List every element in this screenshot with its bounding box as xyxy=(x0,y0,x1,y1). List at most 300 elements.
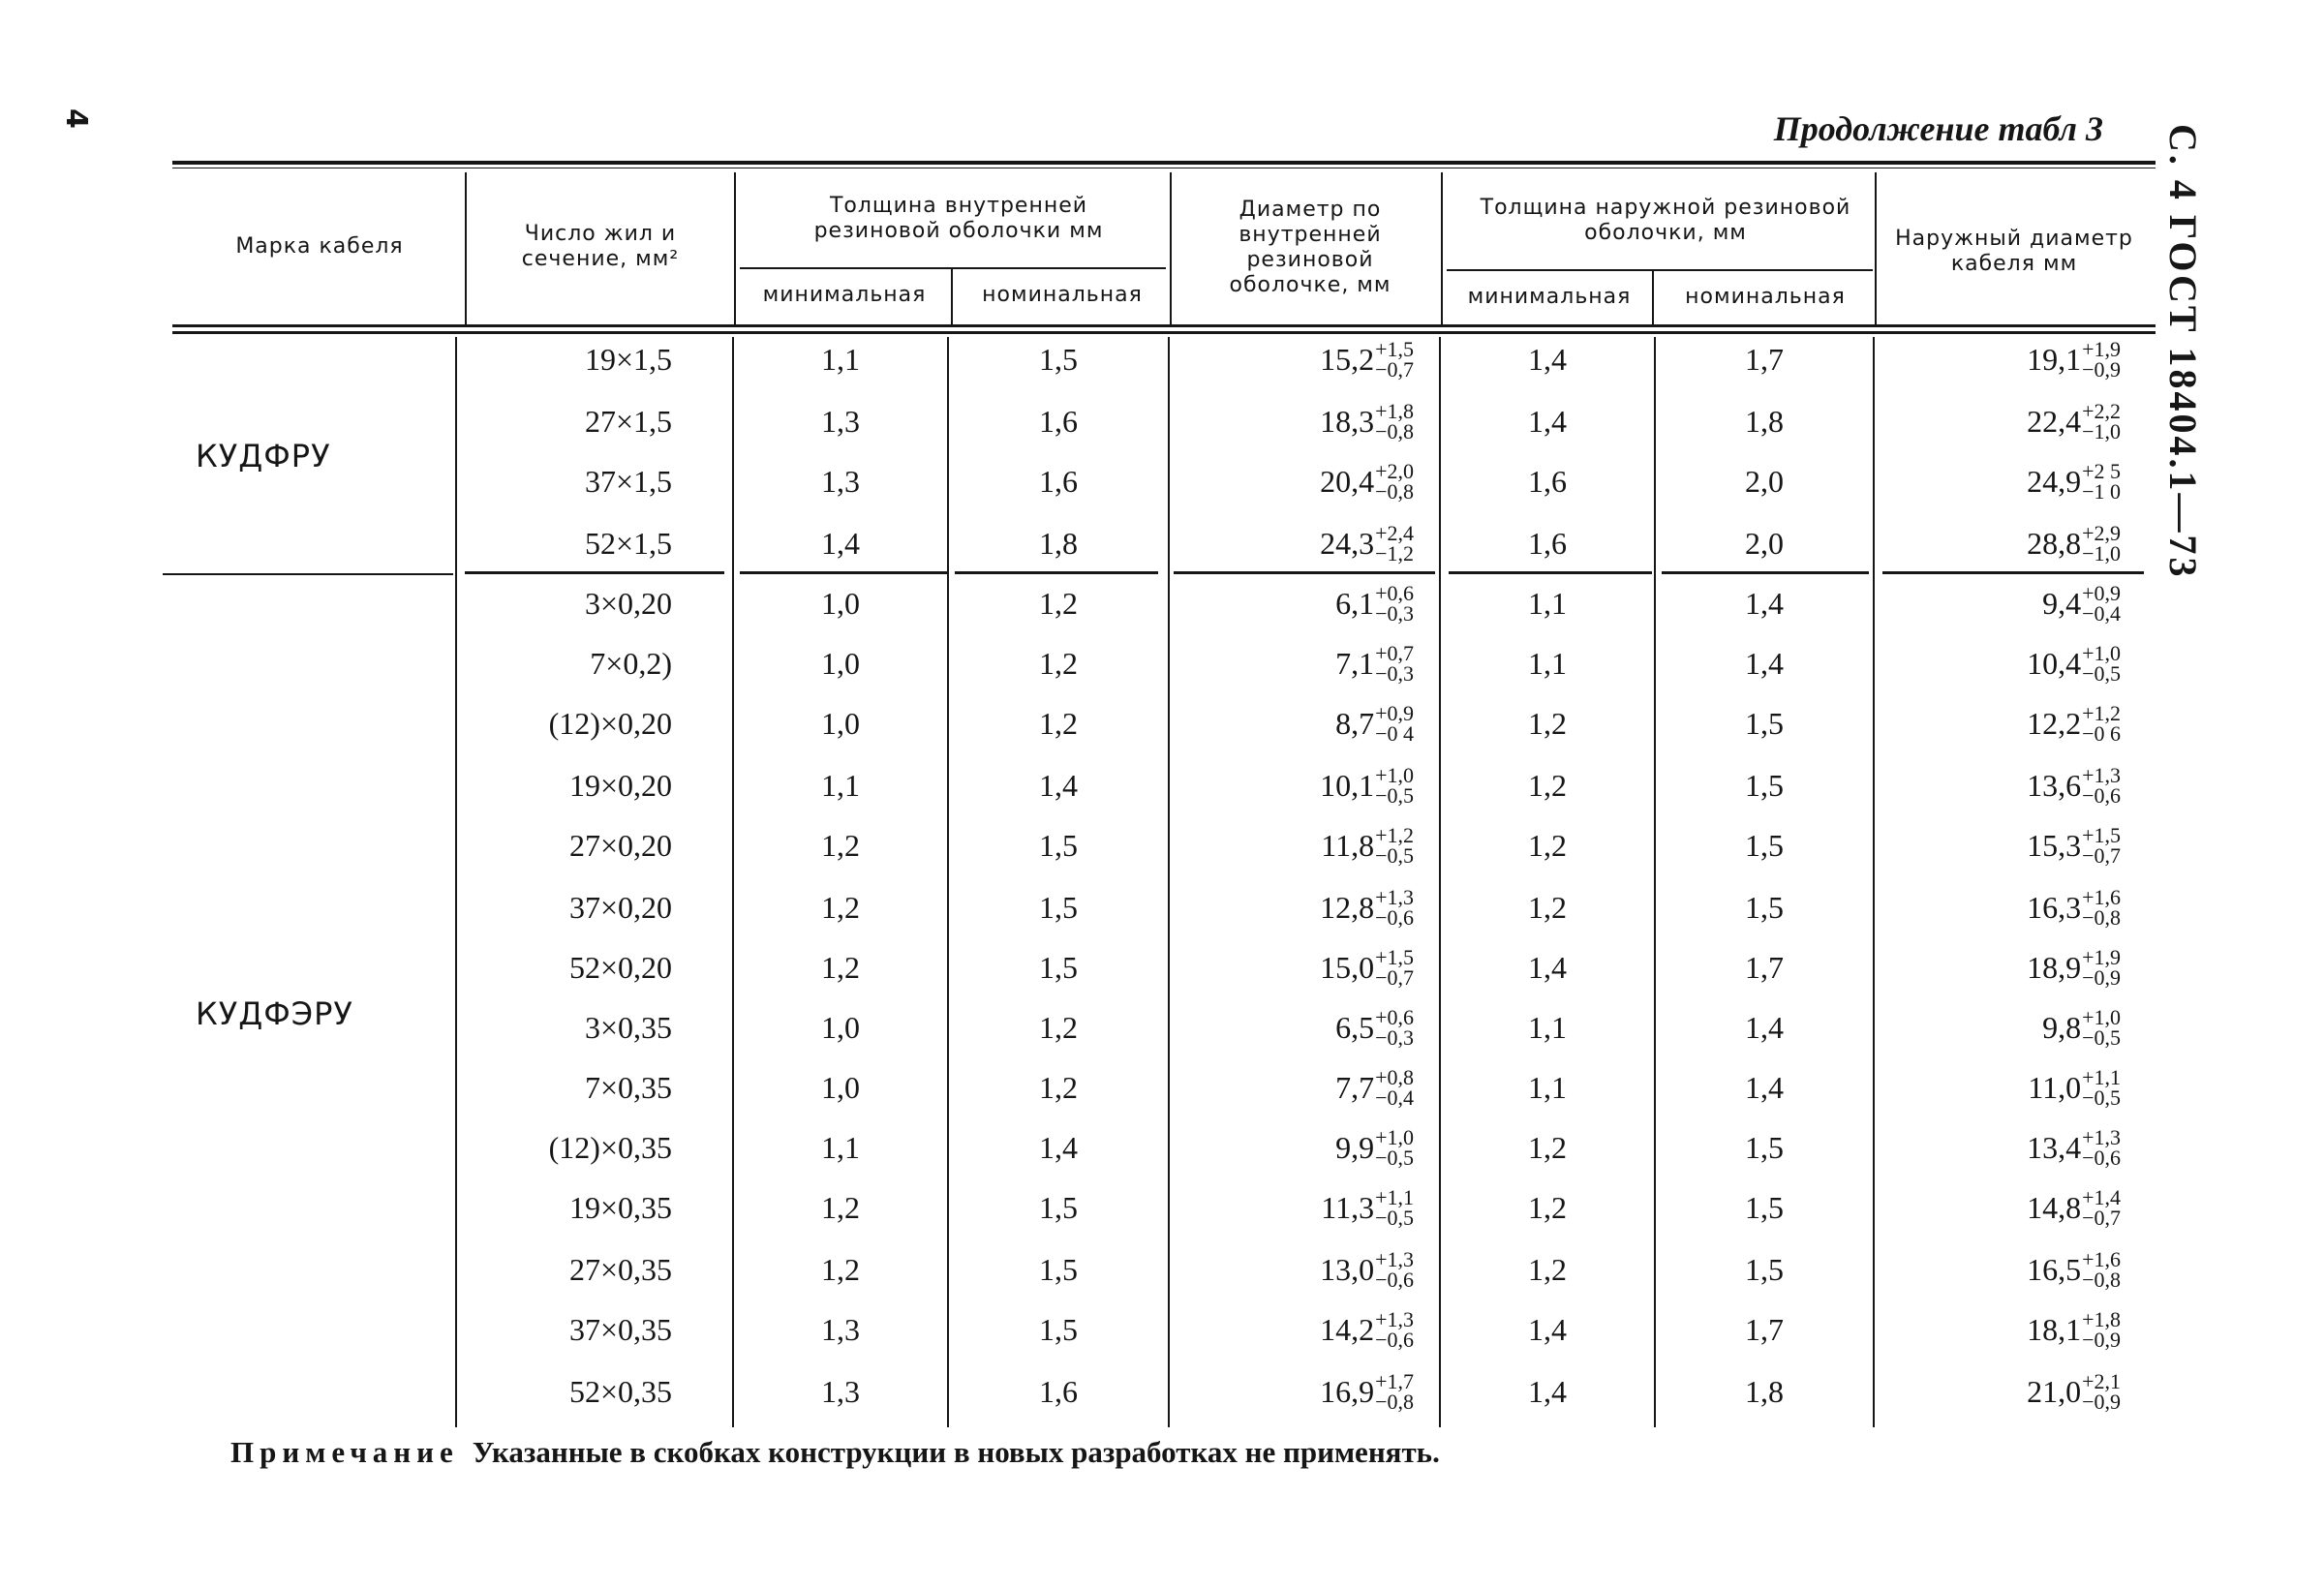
cell-value: 1,2 xyxy=(1528,889,1567,925)
tolerance xyxy=(2082,1067,2121,1108)
cell-omin xyxy=(1443,329,1652,389)
cell-value: 10,4 xyxy=(2027,645,2082,681)
cell-value: (12)×0,35 xyxy=(548,1129,672,1165)
cell-value: 3×0,20 xyxy=(584,585,672,621)
cell-value: 12,8 xyxy=(1320,889,1375,925)
cell-inom xyxy=(951,755,1166,815)
cell-od xyxy=(1877,451,2121,511)
cell-value: 1,2 xyxy=(821,949,860,985)
cell-value: 2,0 xyxy=(1745,525,1784,561)
cell-inom xyxy=(951,391,1166,451)
cell-dia xyxy=(1172,937,1414,997)
tolerance-minus: −0,9 xyxy=(2082,1390,2121,1414)
cell-value: 1,1 xyxy=(821,767,860,803)
header-inner-thickness: Толщина внутренней резиновой оболочки мм xyxy=(813,194,1104,243)
cell-dia xyxy=(1172,877,1414,937)
cell-imin xyxy=(736,451,945,511)
cell-value: (12)×0,20 xyxy=(548,705,672,741)
tolerance-minus: −1 0 xyxy=(2082,479,2121,504)
cell-value: 12,2 xyxy=(2027,705,2082,741)
tolerance-plus: +1,2 xyxy=(2082,701,2121,725)
tolerance xyxy=(1375,643,1414,684)
cell-value: 1,4 xyxy=(1528,949,1567,985)
cell-inom xyxy=(951,573,1166,633)
cell-inom xyxy=(951,513,1166,573)
tolerance xyxy=(1375,765,1414,806)
cell-value: 28,8 xyxy=(2027,525,2082,561)
cell-od xyxy=(1877,997,2121,1057)
cell-onom xyxy=(1658,513,1871,573)
cell-value: 18,3 xyxy=(1320,403,1375,439)
tolerance-plus: +1,5 xyxy=(1375,945,1414,969)
tolerance xyxy=(2082,1127,2121,1168)
cell-value: 1,5 xyxy=(1745,1129,1784,1165)
tolerance-plus: +1,9 xyxy=(2082,945,2121,969)
tolerance xyxy=(1375,461,1414,502)
cell-cores xyxy=(465,693,672,753)
tolerance-minus: −0,7 xyxy=(2082,1206,2121,1230)
cell-od xyxy=(1877,1239,2121,1299)
col-line xyxy=(1873,337,1875,1427)
cell-imin xyxy=(736,329,945,389)
cell-imin xyxy=(736,1177,945,1238)
cell-imin xyxy=(736,513,945,573)
cell-cores xyxy=(465,997,672,1057)
tolerance xyxy=(1375,1249,1414,1290)
tolerance-minus: −0 6 xyxy=(2082,721,2121,746)
tolerance-minus: −0,5 xyxy=(2082,1025,2121,1050)
cell-onom xyxy=(1658,755,1871,815)
tolerance-minus: −0,6 xyxy=(1375,1328,1414,1352)
tolerance xyxy=(1375,1067,1414,1108)
tolerance-plus: +1,9 xyxy=(2082,337,2121,361)
tolerance-plus: +1,6 xyxy=(2082,885,2121,909)
cell-value: 1,7 xyxy=(1745,949,1784,985)
tolerance xyxy=(2082,523,2121,564)
tolerance xyxy=(2082,401,2121,442)
cell-omin xyxy=(1443,877,1652,937)
cell-value: 1,3 xyxy=(821,1311,860,1347)
cell-value: 1,6 xyxy=(1039,463,1078,499)
header-inner-nom: номинальная xyxy=(982,283,1143,307)
header-inner-diameter: Диаметр по внутренней резиновой оболочке, мм xyxy=(1229,198,1391,297)
cell-onom xyxy=(1658,1299,1871,1360)
header-outer-min: минимальная xyxy=(1467,285,1632,309)
tolerance-minus: −0,6 xyxy=(2082,783,2121,808)
cell-cores xyxy=(465,633,672,693)
cell-cores xyxy=(465,451,672,511)
cell-value: 11,0 xyxy=(2028,1069,2082,1105)
cell-value: 1,8 xyxy=(1745,1373,1784,1409)
cell-value: 1,4 xyxy=(1745,1009,1784,1045)
cell-value: 1,2 xyxy=(1528,767,1567,803)
cell-imin xyxy=(736,1057,945,1117)
table-top-rule xyxy=(172,161,2156,165)
col-line xyxy=(734,172,736,325)
cell-omin xyxy=(1443,1299,1652,1360)
cell-od xyxy=(1877,1299,2121,1360)
col-line xyxy=(1875,172,1877,325)
cell-value: 1,2 xyxy=(821,889,860,925)
cell-inom xyxy=(951,693,1166,753)
cell-value: 15,0 xyxy=(1320,949,1375,985)
cell-value: 37×1,5 xyxy=(584,463,672,499)
cell-value: 20,4 xyxy=(1320,463,1375,499)
cell-value: 1,7 xyxy=(1745,341,1784,377)
tolerance-minus: −0,5 xyxy=(1375,1146,1414,1170)
cell-omin xyxy=(1443,997,1652,1057)
tolerance-minus: −0,7 xyxy=(2082,843,2121,868)
note-text: Указанные в скобках конструкции в новых разработках не применять. xyxy=(472,1435,1440,1469)
tolerance xyxy=(2082,643,2121,684)
cell-value: 1,4 xyxy=(1528,1311,1567,1347)
tolerance-plus: +0,7 xyxy=(1375,641,1414,665)
tolerance-minus: −0,7 xyxy=(1375,357,1414,382)
tolerance xyxy=(2082,339,2121,380)
cell-onom xyxy=(1658,451,1871,511)
cell-od xyxy=(1877,1057,2121,1117)
cell-cores xyxy=(465,815,672,875)
tolerance-plus: +1,3 xyxy=(2082,1125,2121,1149)
tolerance-plus: +2 5 xyxy=(2082,459,2121,483)
cell-value: 1,2 xyxy=(1039,1009,1078,1045)
tolerance-plus: +1,0 xyxy=(1375,1125,1414,1149)
cell-value: 19×0,20 xyxy=(568,767,672,803)
tolerance-plus: +1,3 xyxy=(1375,885,1414,909)
cell-imin xyxy=(736,573,945,633)
cell-dia xyxy=(1172,1361,1414,1421)
tolerance xyxy=(1375,887,1414,928)
tolerance-minus: −0,5 xyxy=(2082,1085,2121,1110)
cell-value: 18,9 xyxy=(2027,949,2082,985)
col-line xyxy=(732,337,734,1427)
cell-value: 52×0,35 xyxy=(568,1373,672,1409)
tolerance xyxy=(1375,703,1414,744)
tolerance-minus: −0,8 xyxy=(1375,1390,1414,1414)
cell-value: 9,8 xyxy=(2042,1009,2082,1045)
cell-onom xyxy=(1658,1239,1871,1299)
cell-value: 37×0,35 xyxy=(568,1311,672,1347)
tolerance-minus: −0,8 xyxy=(2082,905,2121,930)
cell-onom xyxy=(1658,997,1871,1057)
cell-value: 7,7 xyxy=(1335,1069,1375,1105)
tolerance-plus: +1,5 xyxy=(1375,337,1414,361)
cell-value: 1,2 xyxy=(1039,645,1078,681)
cell-value: 1,6 xyxy=(1039,1373,1078,1409)
cell-inom xyxy=(951,451,1166,511)
cell-value: 2,0 xyxy=(1745,463,1784,499)
header-bottom-rule xyxy=(172,324,2156,327)
cell-value: 1,2 xyxy=(1528,1251,1567,1287)
note-label: Примечание xyxy=(230,1435,459,1469)
cell-omin xyxy=(1443,633,1652,693)
table-caption: Продолжение табл 3 xyxy=(1773,109,2103,148)
cell-od xyxy=(1877,1177,2121,1238)
cell-cores xyxy=(465,1239,672,1299)
cell-value: 1,4 xyxy=(1039,1129,1078,1165)
cell-imin xyxy=(736,815,945,875)
tolerance-minus: −0,8 xyxy=(1375,479,1414,504)
cell-onom xyxy=(1658,877,1871,937)
tolerance-minus: −0,3 xyxy=(1375,1025,1414,1050)
cell-dia xyxy=(1172,1239,1414,1299)
cell-value: 1,2 xyxy=(1039,585,1078,621)
tolerance-plus: +1,3 xyxy=(1375,1307,1414,1331)
tolerance-plus: +1,7 xyxy=(1375,1369,1414,1393)
cell-omin xyxy=(1443,451,1652,511)
cell-value: 19,1 xyxy=(2027,341,2082,377)
cell-cores xyxy=(465,1177,672,1238)
tolerance xyxy=(2082,887,2121,928)
cell-value: 1,5 xyxy=(1745,889,1784,925)
cell-omin xyxy=(1443,755,1652,815)
cell-inom xyxy=(951,633,1166,693)
cell-value: 1,1 xyxy=(1528,1009,1567,1045)
header-outer-nom: номинальная xyxy=(1685,285,1846,309)
cell-cores xyxy=(465,1117,672,1177)
cell-od xyxy=(1877,329,2121,389)
cell-value: 1,2 xyxy=(821,827,860,863)
cell-od xyxy=(1877,877,2121,937)
cell-cores xyxy=(465,513,672,573)
tolerance xyxy=(1375,583,1414,624)
cell-onom xyxy=(1658,815,1871,875)
cell-value: 1,5 xyxy=(1039,1189,1078,1225)
cell-value: 22,4 xyxy=(2027,403,2082,439)
tolerance-minus: −0,6 xyxy=(1375,905,1414,930)
cell-value: 1,7 xyxy=(1745,1311,1784,1347)
cell-inom xyxy=(951,877,1166,937)
subheader-line xyxy=(740,267,1166,269)
cell-imin xyxy=(736,997,945,1057)
tolerance xyxy=(2082,583,2121,624)
cell-inom xyxy=(951,1299,1166,1360)
cell-inom xyxy=(951,997,1166,1057)
cell-omin xyxy=(1443,573,1652,633)
tolerance-minus: −0,6 xyxy=(1375,1268,1414,1292)
tolerance-minus: −0,7 xyxy=(1375,965,1414,990)
cell-cores xyxy=(465,573,672,633)
tolerance-minus: −0,8 xyxy=(1375,419,1414,443)
tolerance-plus: +1,5 xyxy=(2082,823,2121,847)
col-line xyxy=(1654,337,1656,1427)
cell-inom xyxy=(951,1057,1166,1117)
tolerance xyxy=(1375,825,1414,866)
tolerance-plus: +0,9 xyxy=(1375,701,1414,725)
tolerance-minus: −0,5 xyxy=(1375,783,1414,808)
cable-mark: КУДФЭРУ xyxy=(196,995,353,1032)
cell-dia xyxy=(1172,451,1414,511)
tolerance xyxy=(2082,1309,2121,1350)
tolerance xyxy=(1375,523,1414,564)
cell-value: 1,6 xyxy=(1528,463,1567,499)
cell-onom xyxy=(1658,633,1871,693)
cell-value: 15,2 xyxy=(1320,341,1375,377)
cell-value: 1,5 xyxy=(1745,705,1784,741)
cell-value: 1,5 xyxy=(1039,827,1078,863)
tolerance-plus: +1,2 xyxy=(1375,823,1414,847)
tolerance xyxy=(2082,703,2121,744)
col-line xyxy=(1439,337,1441,1427)
tolerance-plus: +1,8 xyxy=(2082,1307,2121,1331)
col-line xyxy=(455,337,457,1427)
tolerance-plus: +2,2 xyxy=(2082,399,2121,423)
cell-value: 10,1 xyxy=(1320,767,1375,803)
cell-dia xyxy=(1172,1177,1414,1238)
tolerance xyxy=(1375,1127,1414,1168)
col-line xyxy=(947,337,949,1427)
cell-dia xyxy=(1172,633,1414,693)
col-line xyxy=(1652,269,1654,325)
cell-dia xyxy=(1172,513,1414,573)
cell-cores xyxy=(465,877,672,937)
tolerance-minus: −0 4 xyxy=(1375,721,1414,746)
tolerance-minus: −0,4 xyxy=(2082,601,2121,626)
cell-value: 27×1,5 xyxy=(584,403,672,439)
tolerance-minus: −1,0 xyxy=(2082,419,2121,443)
cell-onom xyxy=(1658,1361,1871,1421)
cell-value: 1,2 xyxy=(821,1251,860,1287)
tolerance-minus: −0,9 xyxy=(2082,965,2121,990)
cell-imin xyxy=(736,1361,945,1421)
cell-value: 1,1 xyxy=(1528,585,1567,621)
tolerance xyxy=(1375,339,1414,380)
cell-imin xyxy=(736,693,945,753)
cell-value: 1,4 xyxy=(1745,585,1784,621)
cell-od xyxy=(1877,815,2121,875)
cell-imin xyxy=(736,937,945,997)
cell-value: 1,1 xyxy=(821,341,860,377)
cell-omin xyxy=(1443,1117,1652,1177)
tolerance xyxy=(2082,1371,2121,1412)
cell-value: 11,8 xyxy=(1321,827,1375,863)
cell-value: 18,1 xyxy=(2027,1311,2082,1347)
cell-dia xyxy=(1172,755,1414,815)
cell-value: 1,2 xyxy=(1528,705,1567,741)
cell-value: 1,2 xyxy=(821,1189,860,1225)
tolerance-plus: +0,6 xyxy=(1375,1005,1414,1029)
tolerance xyxy=(1375,1309,1414,1350)
tolerance-plus: +0,6 xyxy=(1375,581,1414,605)
tolerance-minus: −0,5 xyxy=(1375,1206,1414,1230)
cell-cores xyxy=(465,1299,672,1360)
cell-value: 1,6 xyxy=(1528,525,1567,561)
cell-dia xyxy=(1172,1117,1414,1177)
cell-value: 16,5 xyxy=(2027,1251,2082,1287)
col-line xyxy=(1170,172,1172,325)
cell-value: 1,3 xyxy=(821,403,860,439)
cell-imin xyxy=(736,1117,945,1177)
cell-imin xyxy=(736,633,945,693)
cell-value: 1,3 xyxy=(821,1373,860,1409)
cell-value: 21,0 xyxy=(2027,1373,2082,1409)
cell-imin xyxy=(736,1239,945,1299)
tolerance xyxy=(1375,1007,1414,1048)
cell-value: 1,0 xyxy=(821,1009,860,1045)
col-line xyxy=(1168,337,1170,1427)
cell-value: 1,4 xyxy=(1528,341,1567,377)
cell-od xyxy=(1877,693,2121,753)
cell-od xyxy=(1877,1361,2121,1421)
cell-value: 1,4 xyxy=(821,525,860,561)
cell-value: 3×0,35 xyxy=(584,1009,672,1045)
tolerance-minus: −0,5 xyxy=(1375,843,1414,868)
group-separator xyxy=(163,573,453,575)
cell-omin xyxy=(1443,1361,1652,1421)
cell-value: 1,5 xyxy=(1039,341,1078,377)
cell-value: 14,8 xyxy=(2027,1189,2082,1225)
tolerance-plus: +1,1 xyxy=(2082,1065,2121,1089)
cell-value: 1,2 xyxy=(1528,1129,1567,1165)
cell-omin xyxy=(1443,1057,1652,1117)
cell-od xyxy=(1877,573,2121,633)
subheader-line xyxy=(1447,269,1873,271)
cell-value: 1,5 xyxy=(1745,827,1784,863)
tolerance xyxy=(2082,947,2121,988)
cell-onom xyxy=(1658,693,1871,753)
cell-dia xyxy=(1172,997,1414,1057)
cell-value: 1,0 xyxy=(821,645,860,681)
cell-value: 1,2 xyxy=(1039,1069,1078,1105)
tolerance-plus: +0,8 xyxy=(1375,1065,1414,1089)
cell-value: 13,6 xyxy=(2027,767,2082,803)
cell-value: 7×0,2) xyxy=(590,645,672,681)
cell-value: 52×1,5 xyxy=(584,525,672,561)
tolerance xyxy=(2082,1249,2121,1290)
cell-od xyxy=(1877,513,2121,573)
cell-cores xyxy=(465,937,672,997)
tolerance xyxy=(2082,1007,2121,1048)
cell-value: 1,3 xyxy=(821,463,860,499)
cell-value: 1,2 xyxy=(1528,827,1567,863)
cell-dia xyxy=(1172,391,1414,451)
tolerance-minus: −0,3 xyxy=(1375,661,1414,686)
cell-dia xyxy=(1172,815,1414,875)
tolerance-plus: +1,0 xyxy=(1375,763,1414,787)
cell-value: 27×0,20 xyxy=(568,827,672,863)
cell-value: 1,1 xyxy=(821,1129,860,1165)
col-line xyxy=(1441,172,1443,325)
cell-value: 37×0,20 xyxy=(568,889,672,925)
cell-value: 1,1 xyxy=(1528,645,1567,681)
header-inner-min: минимальная xyxy=(762,283,927,307)
cell-value: 6,5 xyxy=(1335,1009,1375,1045)
standard-reference: С. 4 ГОСТ 18404.1—73 xyxy=(2161,124,2205,580)
cell-inom xyxy=(951,815,1166,875)
cell-od xyxy=(1877,391,2121,451)
cell-value: 24,9 xyxy=(2027,463,2082,499)
cell-dia xyxy=(1172,693,1414,753)
header-cores: Число жил и сечение, мм² xyxy=(521,222,680,271)
cell-value: 1,0 xyxy=(821,1069,860,1105)
cell-value: 1,0 xyxy=(821,705,860,741)
cell-cores xyxy=(465,1057,672,1117)
header-outer-thickness: Толщина наружной резиновой оболочки, мм xyxy=(1480,196,1851,245)
cell-value: 1,8 xyxy=(1745,403,1784,439)
cell-onom xyxy=(1658,1057,1871,1117)
cell-value: 1,5 xyxy=(1745,767,1784,803)
tolerance-plus: +1,6 xyxy=(2082,1247,2121,1271)
cell-value: 1,5 xyxy=(1745,1251,1784,1287)
tolerance xyxy=(1375,1187,1414,1228)
cell-cores xyxy=(465,391,672,451)
tolerance-plus: +1,3 xyxy=(1375,1247,1414,1271)
cell-value: 11,3 xyxy=(1321,1189,1375,1225)
tolerance-plus: +1,3 xyxy=(2082,763,2121,787)
cell-value: 1,6 xyxy=(1039,403,1078,439)
tolerance xyxy=(1375,1371,1414,1412)
cell-value: 9,9 xyxy=(1335,1129,1375,1165)
